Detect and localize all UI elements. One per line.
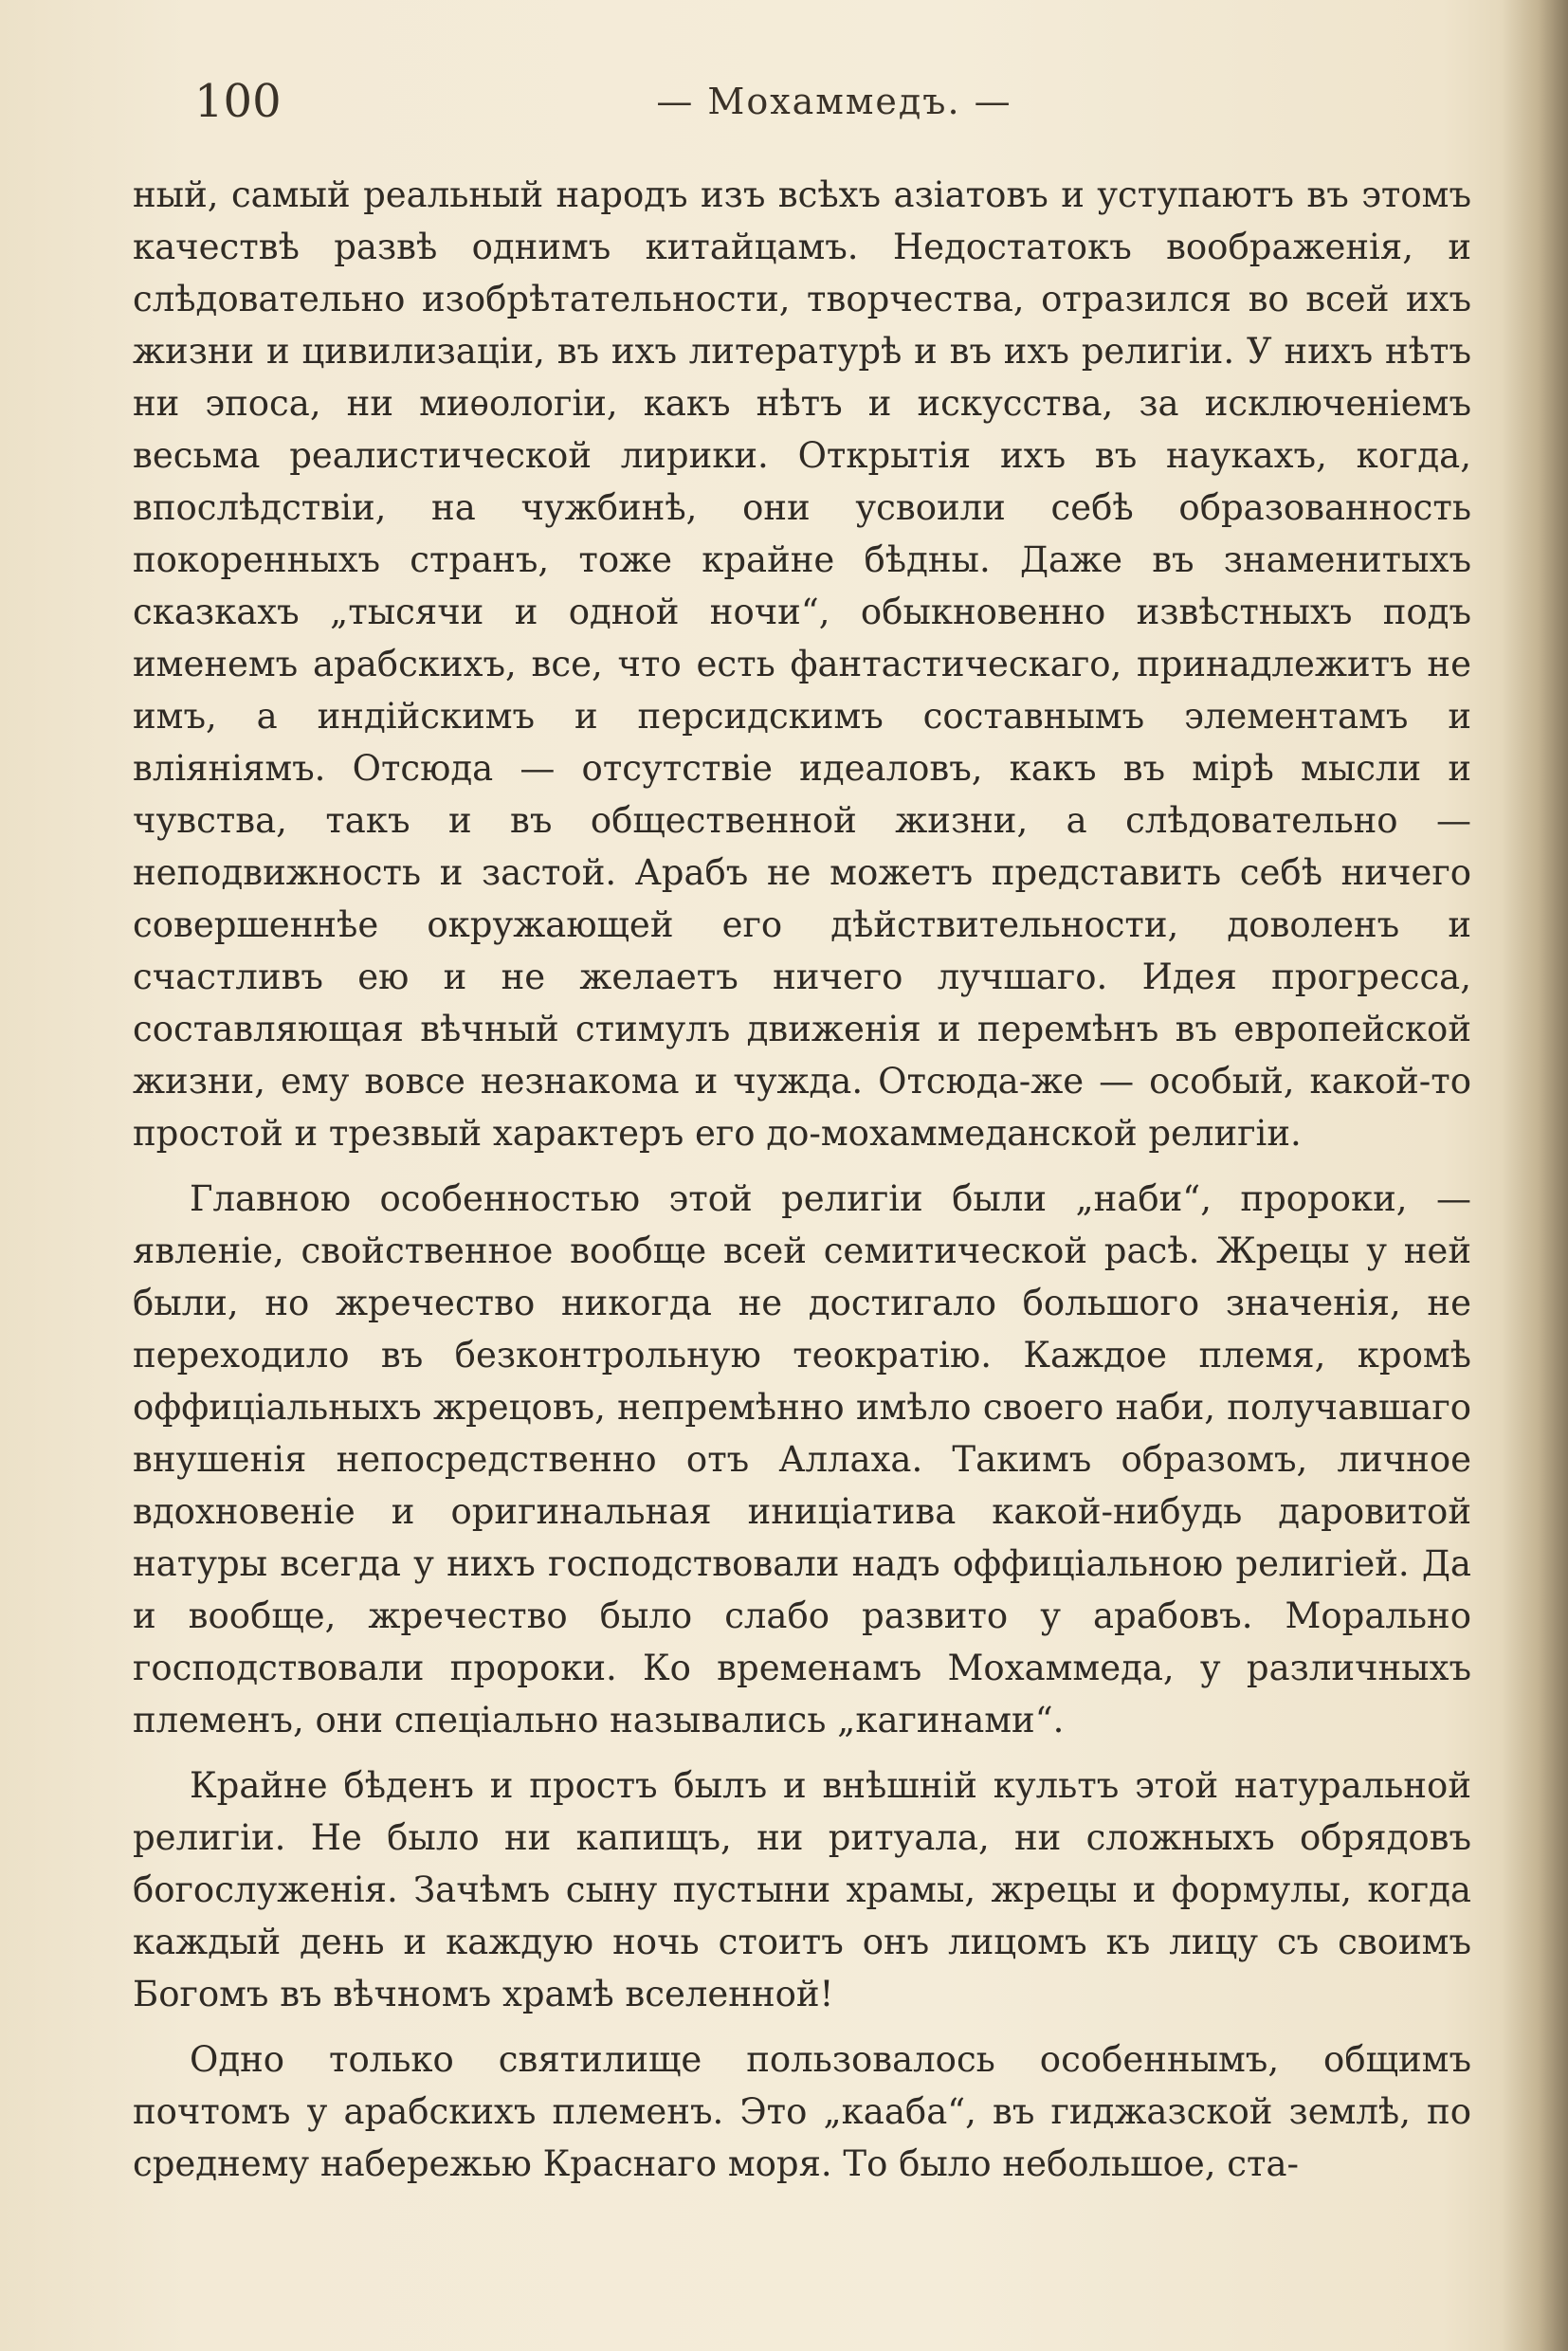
running-header xyxy=(194,68,1474,135)
page-number: 100 xyxy=(194,75,282,128)
page-body xyxy=(133,169,1471,2203)
paragraph: ный, самый реальный народъ изъ всѣхъ азіатовъ и уступаютъ въ этомъ качествѣ развѣ однимъ китайцамъ. Недостатокъ воображенія, и слѣдовательно изобрѣтательности, творчества, отразился во всей ихъ жизни и цивилизаціи, въ ихъ литературѣ и въ ихъ религіи. У нихъ нѣтъ ни эпоса, ни миѳологіи, какъ нѣтъ и искусства, за исключеніемъ весьма реалистической лирики. Открытія ихъ въ наукахъ, когда, впослѣдствіи, на чужбинѣ, они усвоили себѣ образованность покоренныхъ странъ, тоже крайне бѣдны. Даже въ знаменитыхъ сказкахъ „тысячи и одной ночи“, обыкновенно извѣстныхъ подъ именемъ арабскихъ, все, что есть фантастическаго, принадлежитъ не имъ, а индійскимъ и персидскимъ составнымъ элементамъ и вліяніямъ. Отсюда — отсутствіе идеаловъ, какъ въ мірѣ мысли и чувства, такъ и въ общественной жизни, а слѣдовательно — неподвижность и застой. Арабъ не можетъ представить себѣ ничего совершеннѣе окружающей его дѣйствительности, доволенъ и счастливъ ею и не желаетъ ничего лучшаго. Идея прогресса, составляющая вѣчный стимулъ движенія и перемѣнъ въ европейской жизни, ему вовсе незнакома и чужда. Отсюда-же — особый, какой-то простой и трезвый характеръ его до-мохаммеданской религіи. xyxy=(133,174,1471,1154)
paragraph: Главною особенностью этой религіи были „наби“, пророки, — явленіе, свойственное вообще всей семитической расѣ. Жрецы у ней были, но жречество никогда не достигало большого значенія, не переходило въ безконтрольную теократію. Каждое племя, кромѣ оффиціальныхъ жрецовъ, непремѣнно имѣло своего наби, получавшаго внушенія непосредственно отъ Аллаха. Такимъ образомъ, личное вдохновеніе и оригинальная иниціатива какой-нибудь даровитой натуры всегда у нихъ господствовали надъ оффиціальною религіей. Да и вообще, жречество было слабо развито у арабовъ. Морально господствовали пророки. Ко временамъ Мохаммеда, у различныхъ племенъ, они спеціально назывались „кагинами“. xyxy=(133,1178,1471,1740)
binding-shadow xyxy=(1502,0,1568,2351)
paragraph: Крайне бѣденъ и простъ былъ и внѣшній культъ этой натуральной религіи. Не было ни капищъ, ни ритуала, ни сложныхъ обрядовъ богослуженія. Зачѣмъ сыну пустыни храмы, жрецы и формулы, когда каждый день и каждую ночь стоитъ онъ лицомъ къ лицу съ своимъ Богомъ въ вѣчномъ храмѣ вселенной! xyxy=(133,1765,1471,2014)
paragraph: Одно только святилище пользовалось особеннымъ, общимъ почтомъ у арабскихъ племенъ. Это „кааба“, въ гиджазской землѣ, по среднему набережью Краснаго моря. То было небольшое, ста- xyxy=(133,2039,1471,2184)
running-title: — Мохаммедъ. — xyxy=(656,81,1012,122)
